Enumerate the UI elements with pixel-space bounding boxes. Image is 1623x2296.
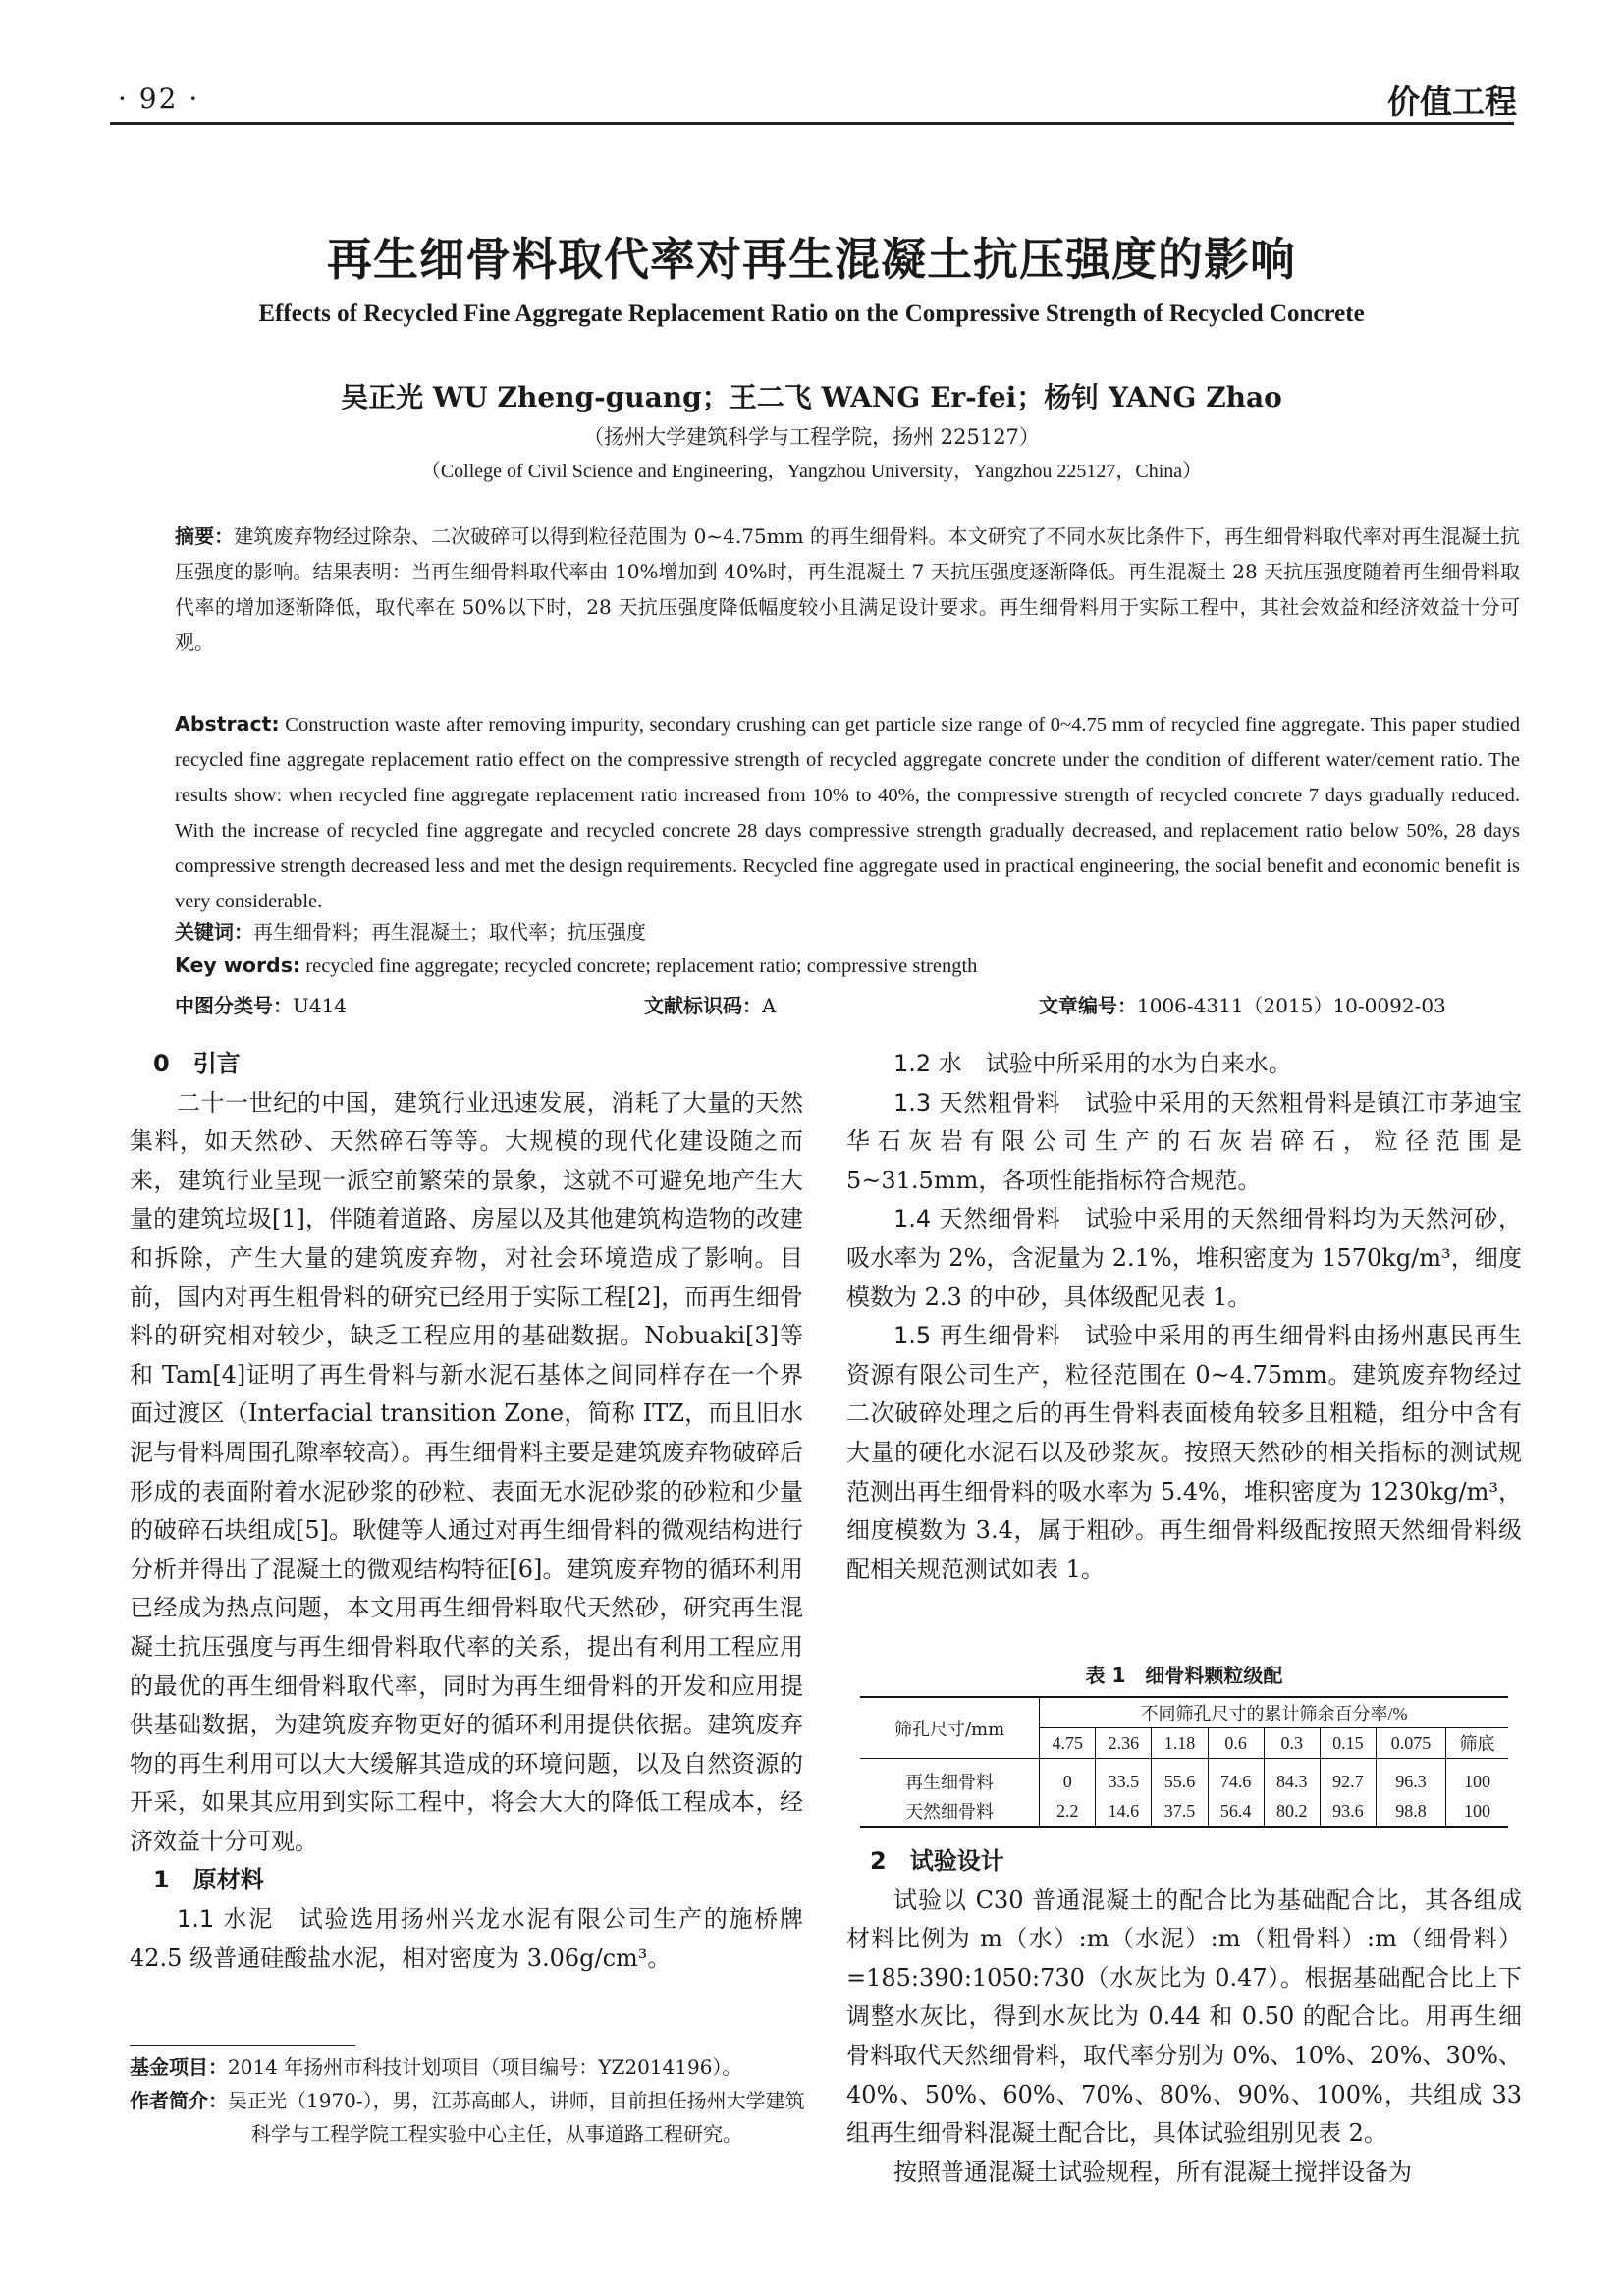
table-row (860, 1796, 1508, 1827)
coarse-aggregate-text: 试验中采用的天然粗骨料是镇江市茅迪宝华石灰岩有限公司生产的石灰岩碎石，粒径范围是 5~31.5mm，各项性能指标符合规范。 (846, 1088, 1523, 1194)
keywords-english-label: Key words: (175, 954, 301, 977)
keywords-english-text: recycled fine aggregate; recycled concrete; replacement ratio; compressive strength (300, 956, 978, 977)
table-cell: 33.5 (1096, 1759, 1152, 1797)
sieve-size-header: 筛底 (1446, 1728, 1508, 1759)
sieve-size-header: 0.15 (1320, 1728, 1376, 1759)
cement-text: 试验选用扬州兴龙水泥有限公司生产的施桥牌 42.5 级普通硅酸盐水泥，相对密度为 3.06g/cm³。 (130, 1905, 804, 1972)
keywords-english (175, 954, 977, 978)
author-bio (130, 2084, 807, 2151)
sieve-size-header: 2.36 (1096, 1728, 1152, 1759)
natural-fine-aggregate-heading: 1.4 天然细骨料 (893, 1205, 1086, 1233)
section-heading-introduction: 0 引言 (153, 1050, 241, 1077)
table-cell: 37.5 (1152, 1796, 1208, 1827)
table-row-label: 天然细骨料 (860, 1796, 1040, 1827)
abstract-chinese (175, 519, 1520, 660)
header-rule (110, 122, 1514, 125)
sieve-size-header: 1.18 (1152, 1728, 1208, 1759)
table-cell: 98.8 (1376, 1796, 1445, 1827)
paragraph-recycled-fine-aggregate (846, 1317, 1522, 1589)
funding-note (130, 2050, 807, 2084)
table-cell: 84.3 (1264, 1759, 1320, 1797)
table-group-header: 不同筛孔尺寸的累计筛余百分率/% (1040, 1697, 1508, 1728)
table-cell: 74.6 (1208, 1759, 1264, 1797)
table-cell: 93.6 (1320, 1796, 1376, 1827)
document-code (644, 990, 776, 1018)
paragraph-coarse-aggregate (846, 1084, 1522, 1201)
recycled-fine-aggregate-text: 试验中采用的再生细骨料由扬州惠民再生资源有限公司生产，粒径范围在 0~4.75mm。建筑废弃物经过二次破碎处理之后的再生骨料表面棱角较多且粗糙，组分中含有大量的硬化水泥石以及砂浆灰。按照天然砂的相关指标的测试规范测出再生细骨料的吸水率为 5.4%，堆积密度为 1230kg/m³，细度模数为 3.4，属于粗砂。再生细骨料级配按照天然细骨料级配相关规范测试如表 1。 (846, 1322, 1523, 1583)
table-cell: 2.2 (1040, 1796, 1096, 1827)
table-1-block (846, 1660, 1522, 1828)
keywords-chinese-label: 关键词： (175, 920, 253, 944)
authors: 吴正光 WU Zheng-guang；王二飞 WANG Er-fei；杨钊 YANG Zhao (341, 381, 1282, 413)
author-bio-text: 吴正光（1970-），男，江苏高邮人，讲师，目前担任扬州大学建筑科学与工程学院工程实验中心主任，从事道路工程研究。 (228, 2089, 805, 2146)
classification-number (175, 990, 347, 1018)
table-cell: 56.4 (1208, 1796, 1264, 1827)
paragraph-design-1: 试验以 C30 普通混凝土的配合比为基础配合比，其各组成材料比例为 m（水）:m（水泥）:m（粗骨料）:m（细骨料）=185:390:1050:730（水灰比为 0.47）。根据基础配合比上下调整水灰比，得到水灰比为 0.44 和 0.50 的配合比。用再生细骨料取代天然细骨料，取代率分别为 0%、10%、20%、30%、40%、50%、60%、70%、80%、90%、100%，共组成 33 组再生细骨料混凝土配合比，具体试验组别见表 2。 (846, 1886, 1522, 2148)
section-heading-materials: 1 原材料 (153, 1866, 264, 1894)
abstract-english-text: Construction waste after removing impurity, secondary crushing can get particle size range of 0~4.75 mm of recycled fine aggregate. This paper studied recycled fine aggregate replacement ratio effect on the compressive strength of recycled aggregate concrete under the condition of different water/cement ratio. The results show: when recycled fine aggregate replacement ratio increased from 10% to 40%, the compressive strength of recycled concrete 7 days gradually reduced. With the increase of recycled fine aggregate and recycled concrete 28 days compressive strength gradually decreased, and replacement ratio below 50%, 28 days compressive strength decreased less and met the design requirements. Recycled fine aggregate used in practical engineering, the social benefit and economic benefit is very considerable. (175, 714, 1520, 912)
paragraph-cement (130, 1900, 803, 1978)
title-chinese: 再生细骨料取代率对再生混凝土抗压强度的影响 (327, 233, 1296, 286)
sieve-size-header: 0.075 (1376, 1728, 1445, 1759)
funding-text: 2014 年扬州市科技计划项目（项目编号：YZ2014196）。 (228, 2055, 742, 2079)
recycled-fine-aggregate-heading: 1.5 再生细骨料 (893, 1322, 1086, 1350)
abstract-chinese-label: 摘要： (175, 524, 235, 548)
footnote (130, 2050, 807, 2151)
cement-heading: 1.1 水泥 (177, 1905, 299, 1934)
table-cell: 100 (1446, 1759, 1508, 1797)
table-cell: 14.6 (1096, 1796, 1152, 1827)
table-cell: 96.3 (1376, 1759, 1445, 1797)
water-text: 试验中所采用的水为自来水。 (985, 1050, 1292, 1077)
paragraph-water (846, 1045, 1522, 1084)
classification-label: 中图分类号： (175, 994, 293, 1017)
article-number-value: 1006-4311（2015）10-0092-03 (1137, 994, 1446, 1017)
title-english: Effects of Recycled Fine Aggregate Replacement Ratio on the Compressive Strength of Recycled Concrete (258, 301, 1365, 327)
author-bio-label: 作者简介： (130, 2089, 228, 2112)
right-column (846, 1045, 1522, 1589)
document-code-label: 文献标识码： (644, 994, 762, 1017)
sieve-size-header: 4.75 (1040, 1728, 1096, 1759)
paragraph-introduction: 二十一世纪的中国，建筑行业迅速发展，消耗了大量的天然集料，如天然砂、天然碎石等等。大规模的现代化建设随之而来，建筑行业呈现一派空前繁荣的景象，这就不可避免地产生大量的建筑垃圾[1]，伴随着道路、房屋以及其他建筑构造物的改建和拆除，产生大量的建筑废弃物，对社会环境造成了影响。目前，国内对再生粗骨料的研究已经用于实际工程[2]，而再生细骨料的研究相对较少，缺乏工程应用的基础数据。Nobuaki[3]等和 Tam[4]证明了再生骨料与新水泥石基体之间同样存在一个界面过渡区（Interfacial transition Zone，简称 ITZ，而且旧水泥与骨料周围孔隙率较高）。再生细骨料主要是建筑废弃物破碎后形成的表面附着水泥砂浆的砂粒、表面无水泥砂浆的砂粒和少量的破碎石块组成[5]。耿健等人通过对再生细骨料的微观结构进行分析并得出了混凝土的微观结构特征[6]。建筑废弃物的循环利用已经成为热点问题，本文用再生细骨料取代天然砂，研究再生混凝土抗压强度与再生细骨料取代率的关系，提出有利用工程应用的最优的再生细骨料取代率，同时为再生细骨料的开发和应用提供基础数据，为建筑废弃物更好的循环利用提供依据。建筑废弃物的再生利用可以大大缓解其造成的环境问题，以及自然资源的开采，如果其应用到实际工程中，将会大大的降低工程成本，经济效益十分可观。 (130, 1088, 803, 1855)
footnote-rule (130, 2045, 355, 2046)
table-row-header: 筛孔尺寸/mm (860, 1697, 1040, 1759)
table-cell: 55.6 (1152, 1759, 1208, 1797)
keywords-chinese-text: 再生细骨料；再生混凝土；取代率；抗压强度 (253, 920, 646, 944)
table-row-label: 再生细骨料 (905, 1773, 995, 1793)
keywords-chinese (175, 916, 646, 945)
natural-fine-aggregate-text: 试验中采用的天然细骨料均为天然河砂，吸水率为 2%，含泥量为 2.1%，堆积密度为 1570kg/m³，细度模数为 2.3 的中砂，具体级配见表 1。 (846, 1205, 1523, 1311)
paragraph-natural-fine-aggregate (846, 1200, 1522, 1317)
journal-name: 价值工程 (1387, 82, 1517, 121)
classification-value: U414 (293, 994, 348, 1017)
affiliation-english: （College of Civil Science and Engineering，Yangzhou University，Yangzhou 225127，China） (420, 461, 1203, 482)
document-code-value: A (762, 994, 777, 1017)
table-cell: 92.7 (1320, 1759, 1376, 1797)
grading-table (860, 1696, 1508, 1828)
affiliation-chinese: （扬州大学建筑科学与工程学院，扬州 225127） (583, 425, 1040, 449)
article-number (1039, 990, 1446, 1018)
abstract-english-label: Abstract: (175, 712, 280, 736)
page-number: · 92 · (118, 82, 200, 115)
coarse-aggregate-heading: 1.3 天然粗骨料 (893, 1088, 1086, 1117)
abstract-english (175, 706, 1520, 919)
sieve-size-header: 0.3 (1264, 1728, 1320, 1759)
article-number-label: 文章编号： (1039, 994, 1137, 1017)
table-row (860, 1759, 1508, 1797)
abstract-chinese-text: 建筑废弃物经过除杂、二次破碎可以得到粒径范围为 0~4.75mm 的再生细骨料。本文研究了不同水灰比条件下，再生细骨料取代率对再生混凝土抗压强度的影响。结果表明：当再生细骨料取代率由 10%增加到 40%时，再生混凝土 7 天抗压强度逐渐降低。再生混凝土 28 天抗压强度随着再生细骨料取代率的增加逐渐降低，取代率在 50%以下时，28 天抗压强度降低幅度较小且满足设计要求。再生细骨料用于实际工程中，其社会效益和经济效益十分可观。 (175, 524, 1520, 654)
section-heading-design: 2 试验设计 (870, 1847, 1004, 1875)
table-cell: 100 (1446, 1796, 1508, 1827)
table-1-caption: 表 1 细骨料颗粒级配 (1085, 1664, 1283, 1687)
paragraph-design-2: 按照普通混凝土试验规程，所有混凝土搅拌设备为 (893, 2158, 1412, 2186)
sieve-size-header: 0.6 (1208, 1728, 1264, 1759)
water-heading: 1.2 水 (893, 1050, 986, 1077)
left-column (130, 1045, 803, 1978)
table-cell: 80.2 (1264, 1796, 1320, 1827)
funding-label: 基金项目： (130, 2055, 228, 2079)
right-column-continued (846, 1842, 1522, 2192)
table-cell: 0 (1040, 1759, 1096, 1797)
